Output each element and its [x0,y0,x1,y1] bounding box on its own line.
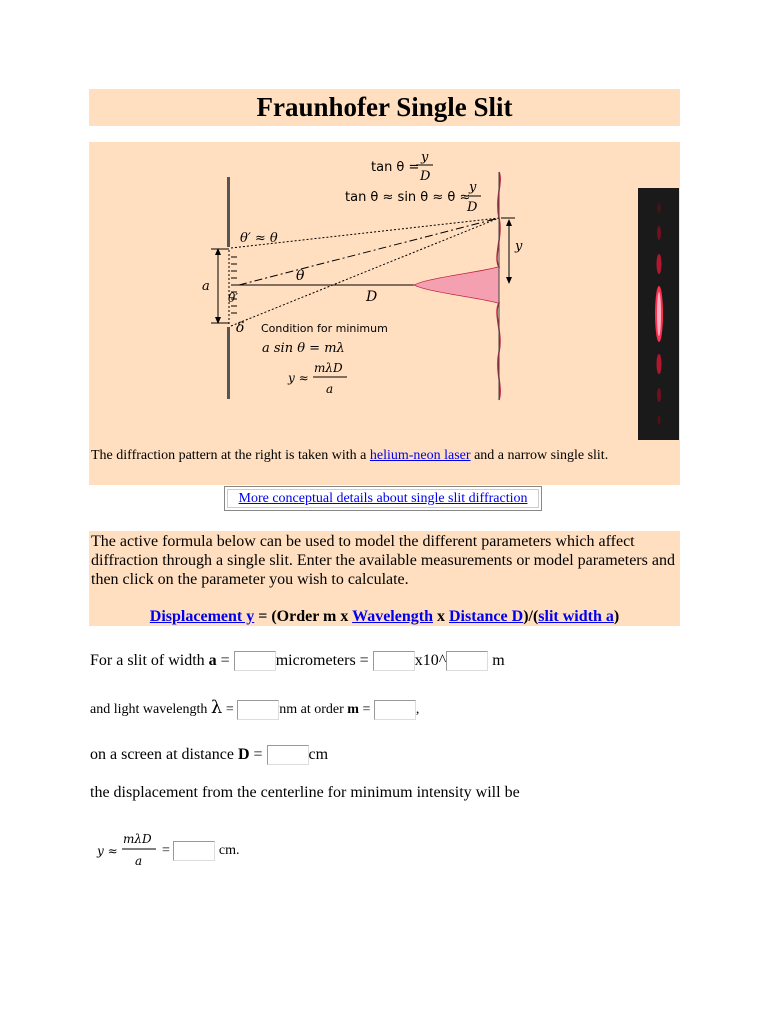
single-slit-diagram [89,142,680,485]
eq-approx-num: y [469,180,477,195]
label-delta: δ [236,320,245,336]
displacement-link[interactable]: Displacement y [149,608,255,625]
intro-panel [89,531,680,626]
diagram-caption: The diffraction pattern at the right is taken with a helium-neon laser and a narrow single slit. [91,448,609,463]
condition-eq: a sin θ = mλ [262,341,345,356]
more-details-box [224,486,542,511]
label-theta: θ [296,268,305,284]
y-approx-den: a [326,382,334,396]
helium-neon-laser-link[interactable]: helium-neon laser [369,448,471,463]
active-formula: Displacement y = (Order m x Wavelength x Distance D)/(slit width a) [149,608,620,625]
svg-text:a: a [135,854,143,868]
label-D: D [366,289,378,305]
label-a: a [202,279,210,294]
intro-text: The active formula below can be used to model the different parameters which affect diffraction through a single slit. Enter the available measurements or model parameters and then click on the parameter you wish to calculate. [91,533,675,588]
result-description: the displacement from the centerline for minimum intensity will be [90,784,520,801]
svg-text:y ≈: y ≈ [97,844,118,858]
label-theta-prime-small: θ′ [228,291,238,305]
distance-link[interactable]: Distance D [448,608,524,625]
slit-width-m-input[interactable] [373,651,415,671]
slit-width-exponent-input[interactable] [446,651,488,671]
distance-row: on a screen at distance D = cm [90,746,329,763]
eq-tan-num: y [421,150,429,165]
result-formula [90,828,162,872]
y-approx-num: mλD [314,361,343,375]
eq-tan-lhs: tan θ = [371,160,420,175]
svg-text:mλD: mλD [123,832,152,846]
order-input[interactable] [374,700,416,720]
wavelength-input[interactable] [237,700,279,720]
label-theta-prime: θ′ ≈ θ [240,231,278,246]
wavelength-row: and light wavelength λ = nm at order m = , [90,697,420,718]
more-details-link[interactable]: More conceptual details about single slit diffraction [238,490,528,506]
eq-approx-den: D [467,200,478,215]
y-approx-lhs: y ≈ [288,371,309,385]
displacement-input[interactable] [173,841,215,861]
diffraction-photo [638,188,679,440]
page-title: Fraunhofer Single Slit [89,89,680,126]
diagram-panel [89,142,680,485]
wavelength-link[interactable]: Wavelength [352,608,433,625]
slit-width-input[interactable] [234,651,276,671]
label-y: y [515,239,523,254]
condition-label: Condition for minimum [261,322,388,335]
distance-input[interactable] [267,745,309,765]
slit-width-link[interactable]: slit width a [538,608,614,625]
eq-tan-den: D [420,169,431,184]
slit-width-row: For a slit of width a = micrometers = x10^ m [90,652,505,669]
eq-approx-lhs: tan θ ≈ sin θ ≈ θ ≈ [345,190,471,205]
